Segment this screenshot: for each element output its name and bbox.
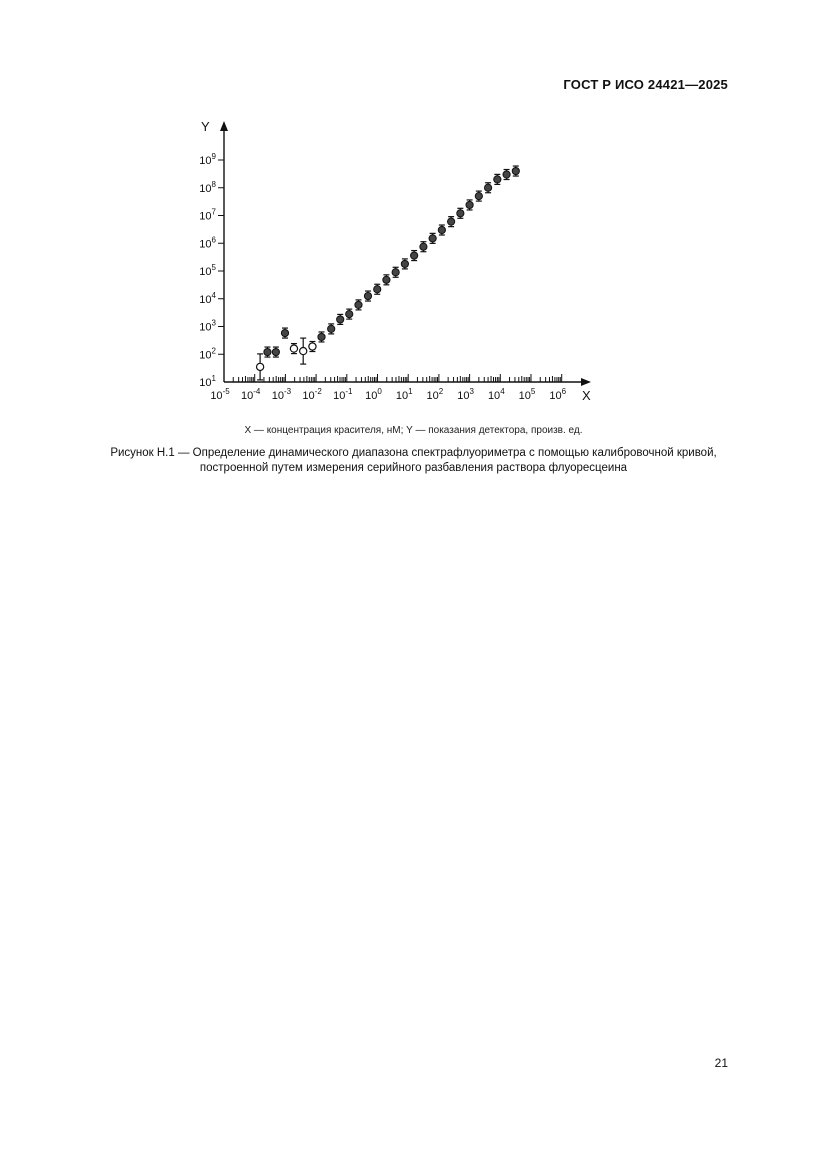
x-tick-label: $10^{-3}$ (271, 387, 292, 402)
point-marker-open (257, 363, 264, 370)
point-marker-open (290, 345, 297, 352)
data-point (337, 314, 344, 324)
data-point (466, 200, 473, 210)
point-marker (448, 218, 455, 225)
figure-caption-line-1: Рисунок Н.1 — Определение динамического диапазона спектрафлуориметра с помощью калибровочной кривой, (110, 447, 717, 459)
data-points (257, 166, 520, 380)
data-point (494, 174, 501, 184)
point-marker (264, 348, 271, 355)
point-marker (484, 184, 491, 191)
x-tick-label: $10^3$ (457, 387, 474, 402)
data-point (420, 242, 427, 252)
y-tick-label: $10^3$ (199, 318, 216, 334)
data-point (503, 170, 510, 180)
y-tick-label: $10^5$ (199, 263, 216, 278)
data-point (328, 324, 335, 334)
point-marker (383, 276, 390, 283)
point-marker (420, 243, 427, 250)
figure-caption-line-2: построенной путем измерения серийного разбавления раствора флуоресцеина (199, 462, 628, 474)
data-point (438, 225, 445, 235)
document-standard-header: ГОСТ Р ИСО 24421—2025 (563, 77, 728, 92)
data-point (401, 259, 408, 269)
data-point (346, 309, 353, 319)
point-marker (512, 167, 519, 174)
data-point (512, 166, 519, 176)
point-marker-open (300, 347, 307, 354)
x-tick-label: $10^2$ (426, 387, 444, 402)
data-point (281, 328, 288, 338)
data-point (309, 342, 316, 352)
data-point (318, 332, 325, 342)
data-point (272, 347, 279, 357)
data-point (257, 354, 264, 380)
point-marker (346, 310, 353, 317)
data-point (484, 183, 491, 193)
data-point (300, 338, 307, 364)
x-tick-label: $10^1$ (395, 387, 413, 402)
x-tick-label: $10^{-1}$ (333, 387, 353, 402)
x-tick-label: $10^{-5}$ (210, 387, 230, 402)
point-marker (337, 316, 344, 323)
data-point (392, 267, 399, 277)
point-marker (457, 210, 464, 217)
y-tick-label: $10^8$ (199, 179, 216, 195)
y-axis-label: Y (201, 119, 210, 134)
x-tick-label: $10^4$ (487, 387, 505, 402)
y-tick-label: $10^1$ (199, 374, 216, 389)
data-point (355, 300, 362, 310)
figure-legend: X — концентрация красителя, нМ; Y — показания детектора, произв. ед. (244, 425, 583, 436)
x-tick-label: $10^5$ (518, 387, 536, 402)
page-number: 21 (714, 1056, 728, 1070)
x-ticks (210, 374, 566, 402)
point-marker (318, 333, 325, 340)
data-point (429, 233, 436, 243)
point-marker (401, 260, 408, 267)
x-tick-label: $10^0$ (365, 387, 382, 402)
y-ticks (199, 152, 224, 389)
data-point (383, 275, 390, 285)
point-marker (494, 176, 501, 183)
point-marker (438, 226, 445, 233)
point-marker (374, 286, 381, 293)
point-marker (392, 269, 399, 276)
data-point (374, 284, 381, 294)
x-tick-label: $10^{-4}$ (241, 387, 261, 402)
point-marker (429, 235, 436, 242)
point-marker (475, 193, 482, 200)
point-marker (355, 301, 362, 308)
data-point (290, 344, 297, 354)
point-marker (411, 252, 418, 259)
data-point (457, 208, 464, 218)
point-marker (364, 292, 371, 299)
point-marker (466, 201, 473, 208)
data-point (475, 191, 482, 201)
data-point (264, 347, 271, 357)
point-marker-open (309, 343, 316, 350)
x-tick-label: $10^{-2}$ (302, 387, 322, 402)
calibration-curve-chart (0, 0, 827, 420)
y-tick-label: $10^7$ (199, 207, 216, 223)
figure-caption (60, 446, 767, 476)
x-axis-label: X (582, 388, 591, 403)
y-tick-label: $10^2$ (199, 346, 216, 362)
point-marker (281, 329, 288, 336)
data-point (411, 251, 418, 261)
x-tick-label: $10^6$ (549, 387, 567, 402)
y-tick-label: $10^9$ (199, 152, 216, 167)
y-tick-label: $10^6$ (199, 235, 216, 251)
data-point (364, 291, 371, 301)
data-point (448, 217, 455, 227)
point-marker (503, 171, 510, 178)
y-tick-label: $10^4$ (199, 290, 216, 306)
point-marker (272, 348, 279, 355)
point-marker (328, 325, 335, 332)
